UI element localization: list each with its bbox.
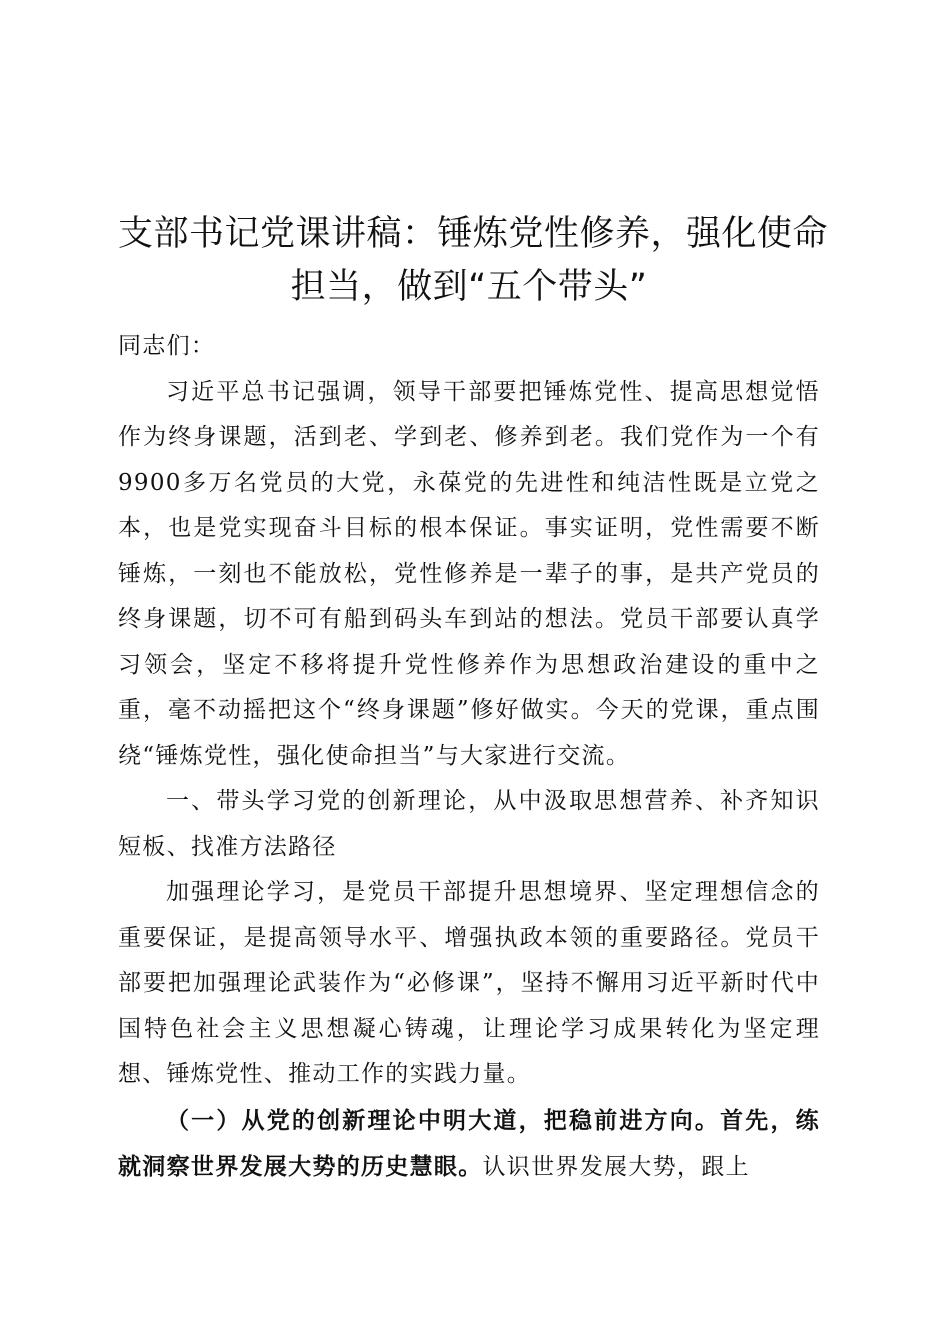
subsection-1-bold-lead: （一）从党的创新理论中明大道，把稳前进方向。首先，练就洞察世界发展大势的历史慧眼。 (118, 1106, 820, 1180)
document-body (118, 208, 829, 1191)
section-1-paragraph: 加强理论学习，是党员干部提升思想境界、坚定理想信念的重要保证，是提高领导水平、增强执政本领的重要路径。党员干部要把加强理论武装作为“必修课”，坚持不懈用习近平新时代中国特色社会主义思想凝心铸魂，让理论学习成果转化为坚定理想、锤炼党性、推动工作的实践力量。 (118, 879, 820, 1087)
title-line-2: 担当，做到“五个带头” (290, 267, 648, 307)
document-title (118, 208, 829, 314)
subsection-1-paragraph (118, 1098, 820, 1191)
section-1-heading: 一、带头学习党的创新理论，从中汲取思想营养、补齐知识短板、找准方法路径 (118, 788, 820, 860)
subsection-1-text: 认识世界发展大势，跟上 (482, 1154, 750, 1180)
title-line-1: 支部书记党课讲稿：锤炼党性修养，强化使命 (118, 214, 829, 254)
salutation: 同志们： (118, 333, 216, 359)
intro-paragraph: 习近平总书记强调，领导干部要把锤炼党性、提高思想觉悟作为终身课题，活到老、学到老、修养到老。我们党作为一个有9900多万名党员的大党，永葆党的先进性和纯洁性既是立党之本，也是党实现奋斗目标的根本保证。事实证明，党性需要不断锤炼，一刻也不能放松，党性修养是一辈子的事，是共产党员的终身课题，切不可有船到码头车到站的想法。党员干部要认真学习领会，坚定不移将提升党性修养作为思想政治建设的重中之重，毫不动摇把这个“终身课题”修好做实。今天的党课，重点围绕“锤炼党性，强化使命担当”与大家进行交流。 (118, 378, 820, 769)
